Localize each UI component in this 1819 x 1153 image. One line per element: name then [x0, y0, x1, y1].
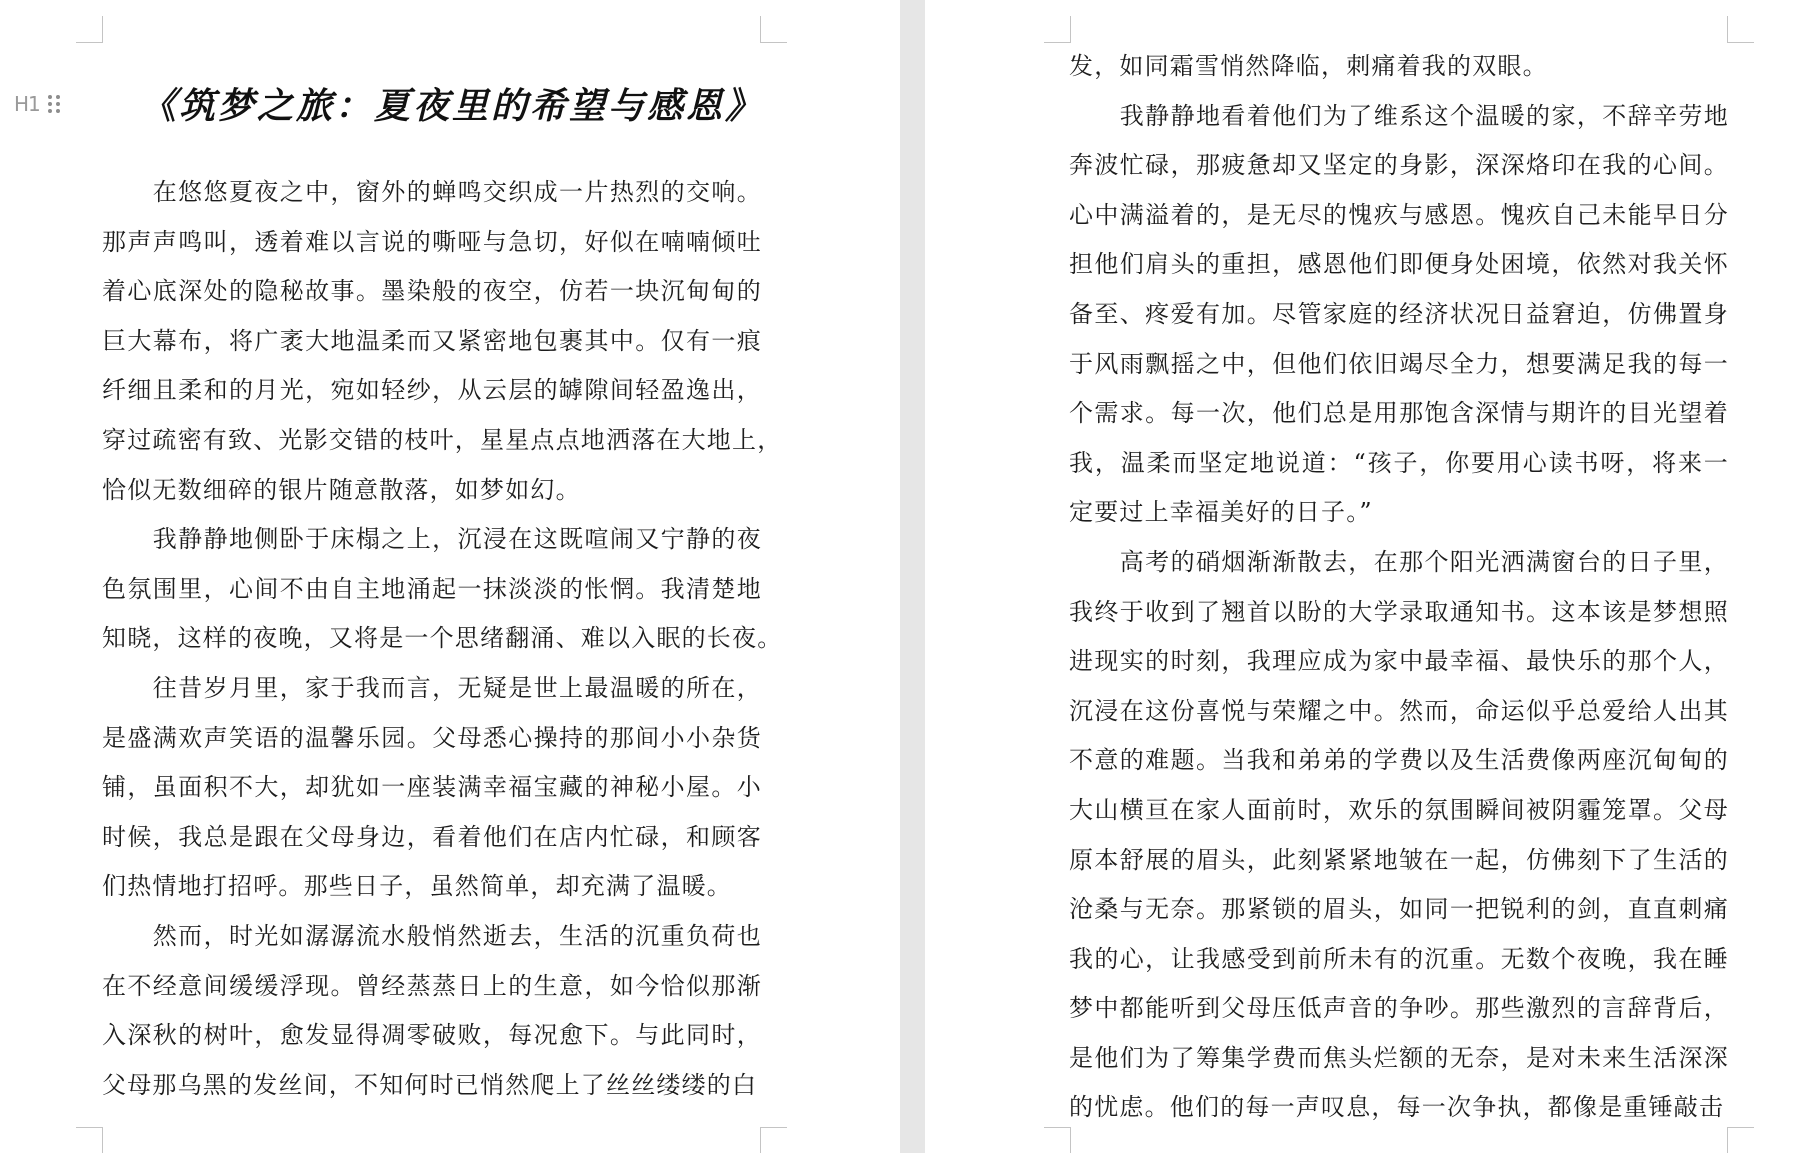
text-line: 我静静地看着他们为了维系这个温暖的家，不辞辛劳地 — [1069, 101, 1729, 130]
text-line: 定要过上幸福美好的日子。” — [1069, 498, 1373, 527]
text-line: 父母那乌黑的发丝间，不知何时已悄然爬上了丝丝缕缕的白 — [102, 1070, 758, 1099]
text-line: 个需求。每一次，他们总是用那饱含深情与期许的目光望着 — [1069, 399, 1729, 428]
text-line: 穿过疏密有致、光影交错的枝叶，星星点点地洒落在大地上， — [102, 425, 783, 454]
text-line: 铺，虽面积不大，却犹如一座装满幸福宝藏的神秘小屋。小 — [102, 773, 762, 802]
document-page-right[interactable] — [925, 0, 1819, 1153]
text-line: 巨大幕布，将广袤大地温柔而又紧密地包裹其中。仅有一痕 — [102, 326, 762, 355]
text-line: 进现实的时刻，我理应成为家中最幸福、最快乐的那个人， — [1069, 647, 1729, 676]
text-line: 于风雨飘摇之中，但他们依旧竭尽全力，想要满足我的每一 — [1069, 349, 1729, 378]
body-text-right[interactable] — [1069, 42, 1729, 1133]
margin-corner-bottom-right — [1727, 1127, 1754, 1153]
text-line: 沉浸在这份喜悦与荣耀之中。然而，命运似乎总爱给人出其 — [1069, 696, 1729, 725]
margin-corner-bottom-right — [760, 1127, 787, 1153]
document-page-left[interactable] — [0, 0, 900, 1153]
margin-corner-bottom-left — [76, 1127, 103, 1153]
text-line: 我静静地侧卧于床榻之上，沉浸在这既喧闹又宁静的夜 — [102, 525, 762, 554]
margin-corner-top-right — [760, 16, 787, 43]
drag-handle-icon[interactable] — [48, 95, 61, 113]
text-line: 备至、疼爱有加。尽管家庭的经济状况日益窘迫，仿佛置身 — [1069, 299, 1729, 328]
text-line: 在不经意间缓缓浮现。曾经蒸蒸日上的生意，如今恰似那渐 — [102, 971, 762, 1000]
text-line: 然而，时光如潺潺流水般悄然逝去，生活的沉重负荷也 — [102, 921, 762, 950]
text-line: 高考的硝烟渐渐散去，在那个阳光洒满窗台的日子里， — [1069, 547, 1729, 576]
text-line: 入深秋的树叶，愈发显得凋零破败，每况愈下。与此同时， — [102, 1021, 762, 1050]
text-line: 担他们肩头的重担，感恩他们即便身处困境，依然对我关怀 — [1069, 250, 1729, 279]
text-line: 往昔岁月里，家于我而言，无疑是世上最温暖的所在， — [102, 673, 762, 702]
text-line: 沧桑与无奈。那紧锁的眉头，如同一把锐利的剑，直直刺痛 — [1069, 895, 1729, 924]
text-line: 是盛满欢声笑语的温馨乐园。父母悉心操持的那间小小杂货 — [102, 723, 762, 752]
text-line: 知晓，这样的夜晚，又将是一个思绪翻涌、难以入眠的长夜。 — [102, 624, 783, 653]
text-line: 梦中都能听到父母压低声音的争吵。那些激烈的言辞背后， — [1069, 994, 1729, 1023]
margin-corner-top-left — [76, 16, 103, 43]
text-line: 心中满溢着的，是无尽的愧疚与感恩。愧疚自己未能早日分 — [1069, 200, 1729, 229]
text-line: 恰似无数细碎的银片随意散落，如梦如幻。 — [102, 475, 581, 504]
document-title[interactable]: 《筑梦之旅：夏夜里的希望与感恩》 — [140, 85, 765, 127]
text-line: 我的心，让我感受到前所未有的沉重。无数个夜晚，我在睡 — [1069, 944, 1729, 973]
text-line: 是他们为了筹集学费而焦头烂额的无奈，是对未来生活深深 — [1069, 1043, 1729, 1072]
text-line: 奔波忙碌，那疲惫却又坚定的身影，深深烙印在我的心间。 — [1069, 151, 1729, 180]
text-line: 那声声鸣叫，透着难以言说的嘶哑与急切，好似在喃喃倾吐 — [102, 227, 762, 256]
text-line: 原本舒展的眉头，此刻紧紧地皱在一起，仿佛刻下了生活的 — [1069, 845, 1729, 874]
text-line: 我，温柔而坚定地说道：“孩子，你要用心读书呀，将来一 — [1069, 448, 1729, 477]
heading-level-marker[interactable] — [14, 92, 61, 116]
margin-corner-top-right — [1727, 16, 1754, 43]
text-line: 发，如同霜雪悄然降临，刺痛着我的双眼。 — [1069, 52, 1548, 80]
text-line: 色氛围里，心间不由自主地涌起一抹淡淡的怅惘。我清楚地 — [102, 574, 762, 603]
text-line: 大山横亘在家人面前时，欢乐的氛围瞬间被阴霾笼罩。父母 — [1069, 795, 1729, 824]
margin-corner-bottom-left — [1044, 1127, 1071, 1153]
margin-corner-top-left — [1044, 16, 1071, 43]
text-line: 纤细且柔和的月光，宛如轻纱，从云层的罅隙间轻盈逸出， — [102, 376, 762, 405]
heading-level-label: H1 — [14, 92, 40, 116]
text-line: 我终于收到了翘首以盼的大学录取通知书。这本该是梦想照 — [1069, 597, 1729, 626]
text-line: 不意的难题。当我和弟弟的学费以及生活费像两座沉甸甸的 — [1069, 746, 1729, 775]
text-line: 在悠悠夏夜之中，窗外的蝉鸣交织成一片热烈的交响。 — [102, 178, 762, 206]
text-line: 的忧虑。他们的每一声叹息，每一次争执，都像是重锤敲击 — [1069, 1093, 1725, 1122]
text-line: 们热情地打招呼。那些日子，虽然简单，却充满了温暖。 — [102, 872, 732, 901]
text-line: 着心底深处的隐秘故事。墨染般的夜空，仿若一块沉甸甸的 — [102, 277, 762, 306]
body-text-left[interactable] — [102, 168, 783, 1110]
text-line: 时候，我总是跟在父母身边，看着他们在店内忙碌，和顾客 — [102, 822, 762, 851]
